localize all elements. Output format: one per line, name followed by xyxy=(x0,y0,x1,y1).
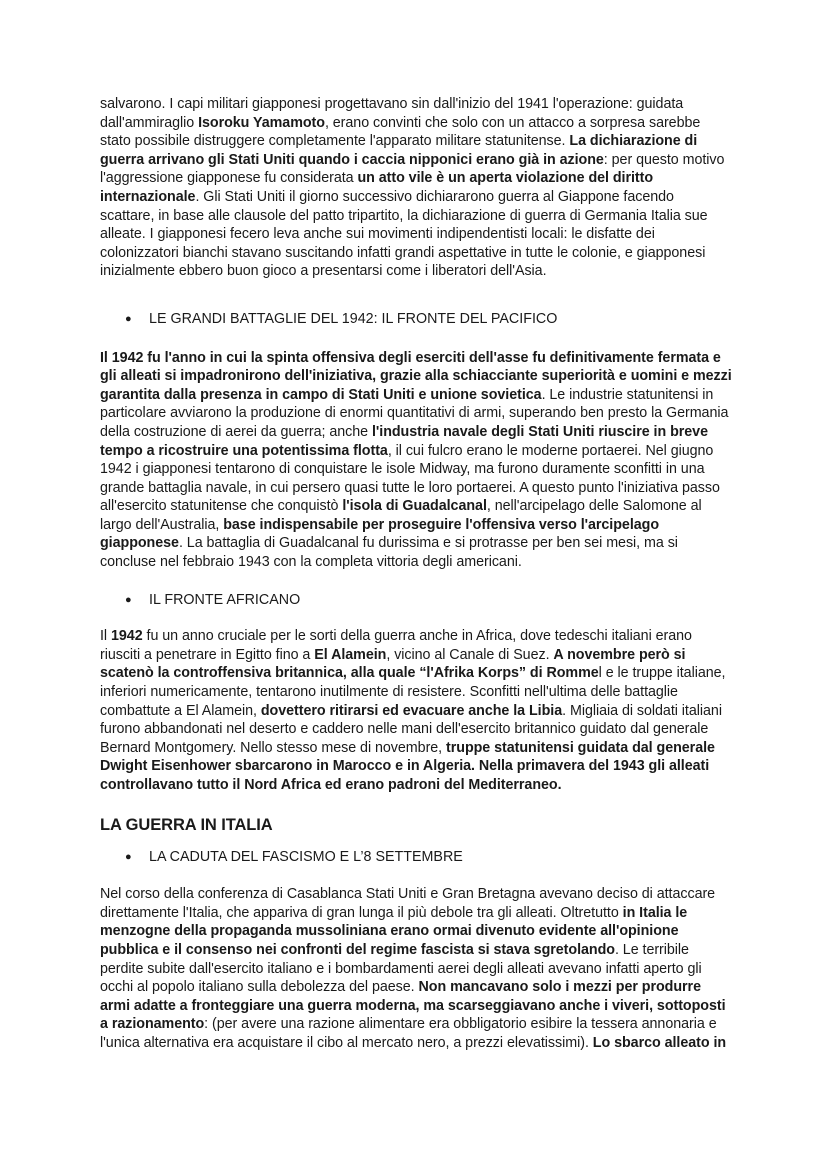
bold-text-run: dovettero ritirarsi ed evacuare anche la Libia xyxy=(260,702,563,719)
bullet-dot-icon: ● xyxy=(125,850,132,863)
text-run: , il cui fulcro erano le moderne portaerei. Nel giugno 1942 i giapponesi tentarono di conquistare le isole Midway, ma furono duramente sconfitti in una grande battaglia navale, in cui persero quasi tutte le loro portaerei. A questo punto l'iniziativa passo all'esercito statunitense che conquistò xyxy=(100,442,720,515)
text-run: fu un anno cruciale per le sorti della guerra anche in Africa, dove tedeschi italiani erano riusciti a penetrare in Egitto fino a xyxy=(100,628,692,663)
bullet-dot-icon: ● xyxy=(125,312,132,325)
text-run: , nell'arcipelago delle Salomone al largo dell'Australia, xyxy=(100,498,702,533)
text-run: l e le truppe italiane, inferiori numericamente, tentarono inutilmente di resistere. Sconfitti nell'ultima delle battaglie combattute a El Alamein, xyxy=(100,665,726,719)
bold-text-run: Lo sbarco alleato in xyxy=(592,1034,727,1051)
paragraph-intro xyxy=(100,95,732,281)
text-run: : per questo motivo l'aggressione giapponese fu considerata xyxy=(100,151,725,187)
bold-text-run: A novembre però si scatenò la controffensiva britannica, alla quale “l'Afrika Korps” di Romme xyxy=(100,646,686,682)
bold-text-run: Non mancavano solo i mezzi per produrre armi adatte a fronteggiare una guerra moderna, ma scarseggiavano anche i viveri, sottoposti a razionamento xyxy=(100,979,726,1033)
paragraph-africa xyxy=(100,627,732,794)
text-run: , erano convinti che solo con un attacco a sorpresa sarebbe stato possibile distruggere completamente l'apparato militare statunitense. xyxy=(100,114,701,150)
bold-text-run: La dichiarazione di guerra arrivano gli Stati Uniti quando i caccia nipponici erano già in azione xyxy=(100,133,698,168)
bullet-africa xyxy=(125,591,732,610)
text-run: . Le industrie statunitensi in particolare avviarono la produzione di enormi quantitativi di armi, superando ben presto la Germania della costruzione di aerei da guerra; anche xyxy=(100,386,729,440)
text-run: . La battaglia di Guadalcanal fu durissima e si protrasse per ben sei mesi, ma si concluse nel febbraio 1943 con la completa vittoria degli americani. xyxy=(100,535,678,571)
text-run: . Migliaia di soldati italiani furono abbandonati nel deserto e caddero nelle mani dell'esercito britannico guidato dal generale Bernard Montgomery. Nello stesso mese di novembre, xyxy=(100,702,722,756)
bold-text-run: 1942 xyxy=(110,628,143,645)
text-run: . Gli Stati Uniti il giorno successivo dichiararono guerra al Giappone facendo scattare, in base alle clausole del patto tripartito, la dichiarazione di guerra di Germania Italia sue alleate. I giapponesi fecero leva anche sui movimenti indipendentisti locali: le disfatte dei colonizzatori bianchi stavano suscitando infatti grandi aspettative in tutte le colonie, e giapponesi inizialmente ebbero buon gioco a presentarsi come i liberatori dell'Asia. xyxy=(100,188,708,280)
bullet-africa-label: IL FRONTE AFRICANO xyxy=(149,591,301,608)
bold-text-run: un atto vile è un aperta violazione del diritto internazionale xyxy=(100,170,654,205)
text-run: salvarono. I capi militari giapponesi progettavano sin dall'inizio del 1941 l'operazione: guidata dall'ammiraglio xyxy=(100,96,684,131)
text-run: Nel corso della conferenza di Casablanca Stati Uniti e Gran Bretagna avevano deciso di attaccare direttamente l'Italia, che appariva di gran lunga il più debole tra gli alleati. Oltretutto xyxy=(100,886,716,921)
bullet-fascismo-label: LA CADUTA DEL FASCISMO E L’8 SETTEMBRE xyxy=(149,848,463,865)
bold-text-run: l'isola di Guadalcanal xyxy=(342,498,487,515)
bullet-dot-icon: ● xyxy=(125,593,132,606)
bold-text-run: Il 1942 fu l'anno in cui la spinta offensiva degli eserciti dell'asse fu definitivamente fermata e gli alleati si impadronirono dell'iniziativa, grazie alla schiacciante superiorità e uomini e mezzi garantita dalla presenza in campo di Stati Uniti e unione sovietica xyxy=(100,349,732,403)
text-run: , vicino al Canale di Suez. xyxy=(386,646,554,663)
text-run: : (per avere una razione alimentare era obbligatorio esibire la tessera annonaria e l'unica alternativa era acquistare il cibo al mercato nero, a prezzi elevatissimi). xyxy=(100,1016,717,1051)
bullet-fascismo xyxy=(125,848,732,867)
bold-text-run: base indispensabile per proseguire l'offensiva verso l'arcipelago giapponese xyxy=(100,516,660,552)
bullet-pacifico xyxy=(125,310,732,329)
paragraph-fascismo xyxy=(100,885,732,1052)
section-heading: LA GUERRA IN ITALIA xyxy=(100,815,273,834)
bold-text-run: El Alamein xyxy=(314,646,387,663)
text-run: . Le terribile perdite subite dall'esercito italiano e i bombardamenti aerei degli alleati avevano infatti aperto gli occhi al popolo italiano sulla debolezza del paese. xyxy=(100,941,702,996)
bold-text-run: truppe statunitensi guidata dal generale Dwight Eisenhower sbarcarono in Marocco e in Algeria. Nella primavera del 1943 gli alleati controllavano tutto il Nord Africa ed erano padroni del Mediterraneo. xyxy=(100,739,715,793)
bullet-pacifico-label: LE GRANDI BATTAGLIE DEL 1942: IL FRONTE DEL PACIFICO xyxy=(149,310,558,327)
bold-text-run: l'industria navale degli Stati Uniti riuscire in breve tempo a ricostruire una potentissima flotta xyxy=(100,423,708,459)
bold-text-run: Isoroku Yamamoto xyxy=(198,114,325,131)
text-run: Il xyxy=(100,628,111,645)
bold-text-run: in Italia le menzogne della propaganda mussoliniana erano ormai divenuto evidente all'opinione pubblica e il consenso nei confronti del regime fascista si stava sgretolando xyxy=(100,904,688,958)
paragraph-pacifico xyxy=(100,349,732,572)
